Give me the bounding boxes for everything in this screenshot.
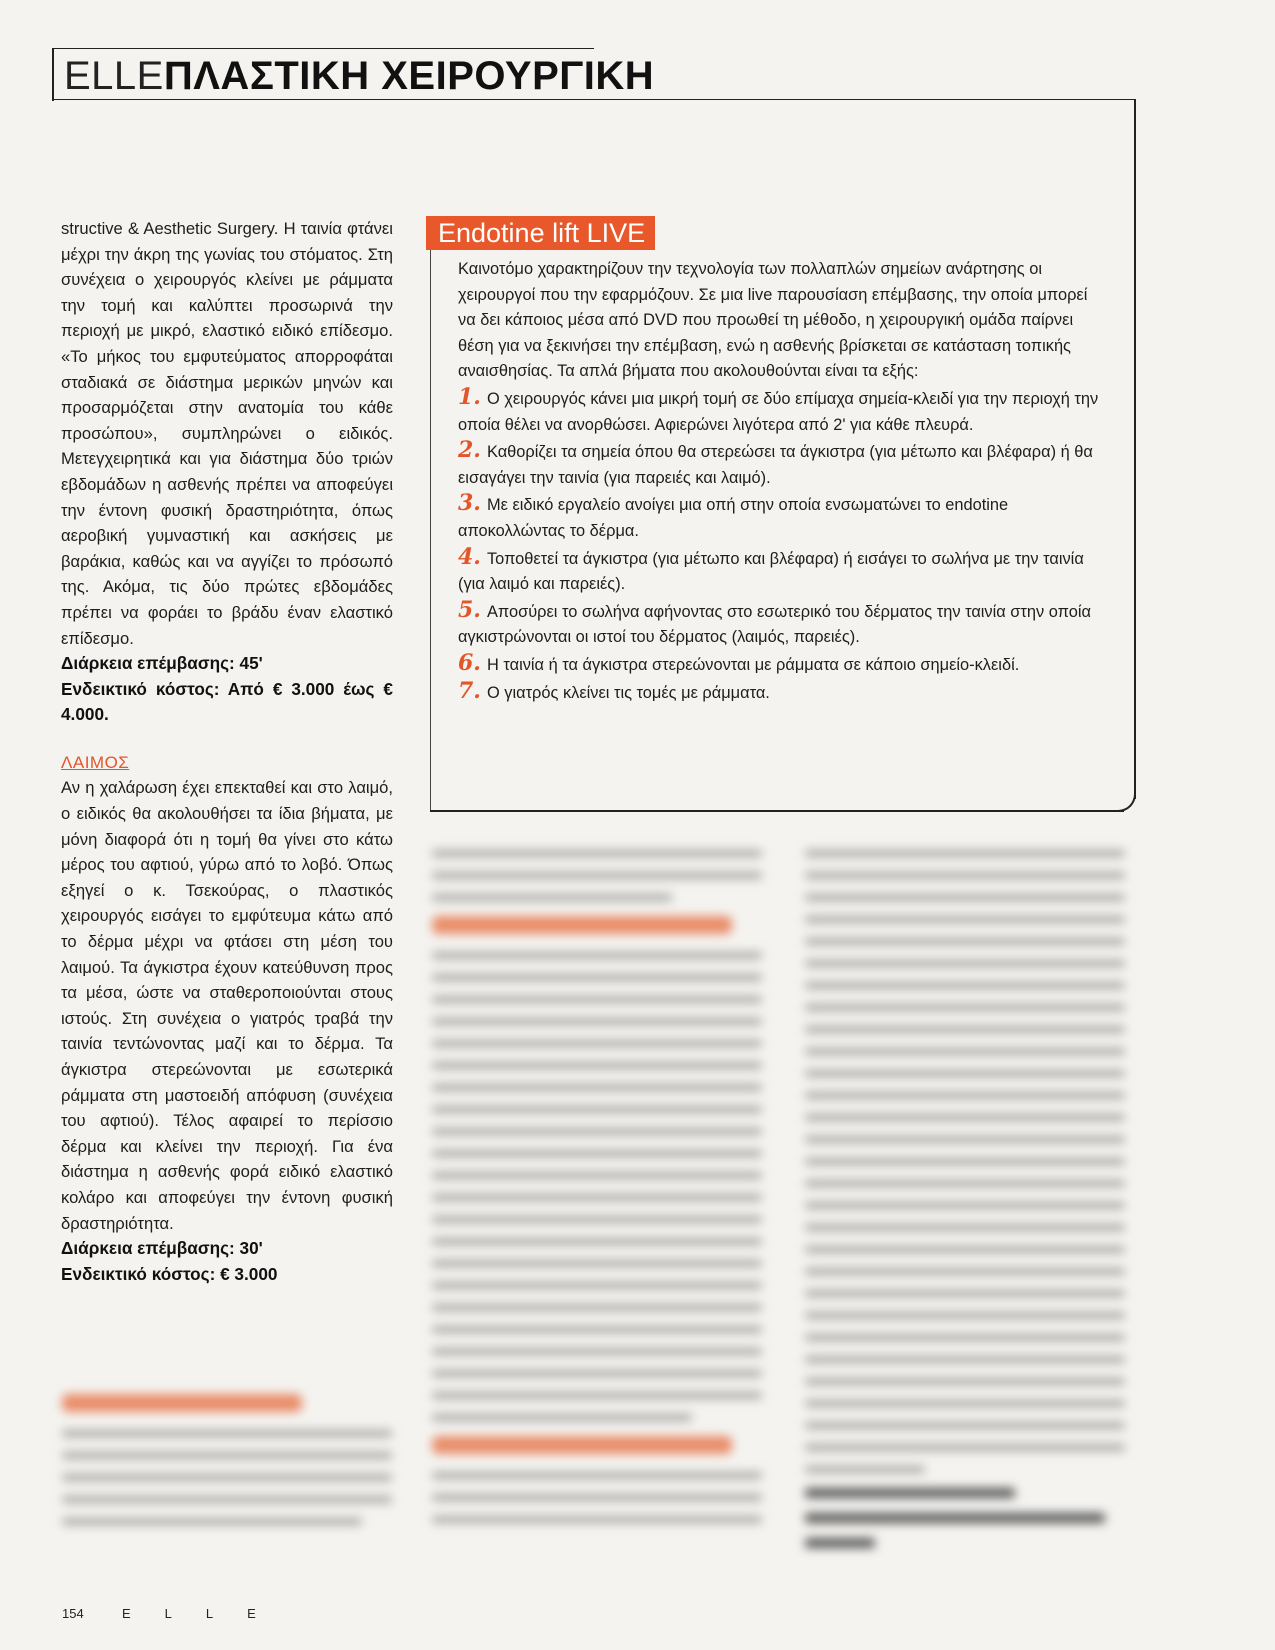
step-number: 3. [458, 490, 481, 517]
step-text: Η ταινία ή τα άγκιστρα στερεώνονται με ράμματα σε κάποιο σημείο-κλειδί. [486, 655, 1020, 674]
duration-2: Διάρκεια επέμβασης: 30' [61, 1238, 263, 1259]
cost-2: Ενδεικτικό κόστος: € 3.000 [61, 1263, 278, 1284]
step-item [458, 651, 1106, 679]
page-footer [62, 1606, 290, 1621]
left-column [61, 216, 393, 1287]
box-border-right [1134, 99, 1136, 799]
blurred-text-right [805, 850, 1125, 1563]
step-number: 2. [458, 437, 481, 464]
step-item [458, 679, 1106, 707]
step-item [458, 598, 1106, 651]
step-text: Τοποθετεί τα άγκιστρα (για μέτωπο και βλέφαρα) ή εισάγει το σωλήνα με την ταινία (για λαιμό και παρειές). [458, 549, 1084, 594]
step-text: Καθορίζει τα σημεία όπου θα στερεώσει τα άγκιστρα (για μέτωπο και βλέφαρα) ή θα εισαγάγει την ταινία (για παρειές και λαιμό). [458, 443, 1093, 487]
step-number: 6. [458, 649, 481, 676]
blurred-text-left-bottom [62, 1380, 392, 1540]
step-number: 1. [458, 383, 481, 410]
duration-1: Διάρκεια επέμβασης: 45' [61, 653, 263, 674]
step-item [458, 491, 1106, 544]
steps-list [458, 385, 1106, 706]
step-number: 7. [458, 677, 481, 704]
box-border-corner [1110, 790, 1136, 812]
step-item [458, 385, 1106, 438]
step-item [458, 438, 1106, 491]
box-border-left [430, 245, 431, 811]
step-text: Αποσύρει το σωλήνα αφήνοντας στο εσωτερικό του δέρματος την ταινία στην οποία αγκιστρώνονται οι ιστοί του δέρματος (λαιμός, παρειές). [458, 602, 1091, 647]
box-body [458, 257, 1106, 706]
box-border-bottom [430, 810, 1124, 812]
step-number: 5. [458, 596, 481, 623]
blurred-text-middle [432, 850, 762, 1538]
step-number: 4. [458, 543, 481, 570]
box-title: Endotine lift LIVE [426, 216, 655, 250]
box-intro: Καινοτόμο χαρακτηρίζουν την τεχνολογία των πολλαπλών σημείων ανάρτησης οι χειρουργοί που την εφαρμόζουν. Σε μια live παρουσίαση επέμβασης, την οποία μπορεί να δει κάποιος μέσα από DVD που προωθεί τη μέθοδο, η χειρουργική ομάδα παίρνει θέση για να ξεκινήσει την επέμβαση, ενώ η ασθενής βρίσκεται σε κατάσταση τοπικής αναισθησίας. Τα απλά βήματα που ακολουθούνται είναι τα εξής: [458, 260, 1088, 381]
footer-brand: ELLE [122, 1606, 290, 1621]
section-heading-neck: ΛΑΙΜΟΣ [61, 752, 130, 772]
header-brand: ELLE [64, 54, 164, 98]
header-title: ΠΛΑΣΤΙΚΗ ΧΕΙΡΟΥΡΓΙΚΗ [163, 54, 655, 98]
article-paragraph-1: structive & Aesthetic Surgery. Η ταινία φτάνει μέχρι την άκρη της γωνίας του στόματος. Στη συνέχεια ο χειρουργός κλείνει με ράμματα την τομή και καλύπτει προσωρινά την περιοχή με μικρό, ελαστικό ειδικό επίδεσμο. «Το μήκος του εμφυτεύματος απορροφάται σταδιακά σε διάστημα μερικών μηνών και προσαρμόζεται στην ανατομία του κάθε προσώπου», συμπληρώνει ο ειδικός. Μετεγχειρητικά και για διάστημα δύο τριών εβδομάδων η ασθενής πρέπει να αποφεύγει την έντονη φυσική δραστηριότητα, όπως αεροβική γυμναστική και ασκήσεις με βαράκια, καθώς και να αγγίζει το πρόσωπό της. Ακόμα, τις δύο πρώτες εβδομάδες πρέπει να φοράει το βράδυ έναν ελαστικό επίδεσμο. [61, 219, 393, 648]
cost-1: Ενδεικτικό κόστος: Από € 3.000 έως € 4.000. [61, 678, 393, 725]
step-text: Με ειδικό εργαλείο ανοίγει μια οπή στην οποία ενσωματώνει το endotine αποκολλώντας το δέρμα. [458, 496, 1009, 540]
step-text: Ο χειρουργός κάνει μια μικρή τομή σε δύο επίμαχα σημεία-κλειδί για την περιοχή την οποία θέλει να ανορθώσει. Αφιερώνει λιγότερα από 2' για κάθε πλευρά. [458, 389, 1099, 434]
page-number: 154 [62, 1606, 84, 1621]
step-text: Ο γιατρός κλείνει τις τομές με ράμματα. [486, 683, 770, 702]
article-paragraph-2: Αν η χαλάρωση έχει επεκταθεί και στο λαιμό, ο ειδικός θα ακολουθήσει τα ίδια βήματα, με μόνη διαφορά ότι η τομή θα γίνει στο κάτω μέρος του αφτιού, γύρω από το λοβό. Όπως εξηγεί ο κ. Τσεκούρας, ο πλαστικός χειρουργός εισάγει το εμφύτευμα κάτω από το δέρμα μέχρι να φτάσει στη μέση του λαιμού. Τα άγκιστρα έχουν κατεύθυνση προς τα μέσα, ώστε να σταθεροποιούνται στους ιστούς. Στη συνέχεια ο γιατρός τραβά την ταινία τεντώνοντας μαζί και το δέρμα. Τα άγκιστρα στερεώνονται με εσωτερικά ράμματα στη μαστοειδή απόφυση (συνέχεια του αφτιού). Τέλος αφαιρεί το περίσσιο δέρμα και κλείνει την περιοχή. Για ένα διάστημα η ασθενής φορά ειδικό ελαστικό κολάρο και αποφεύγει την έντονη φυσική δραστηριότητα. [61, 778, 393, 1233]
step-item [458, 545, 1106, 598]
page-header [64, 52, 654, 100]
